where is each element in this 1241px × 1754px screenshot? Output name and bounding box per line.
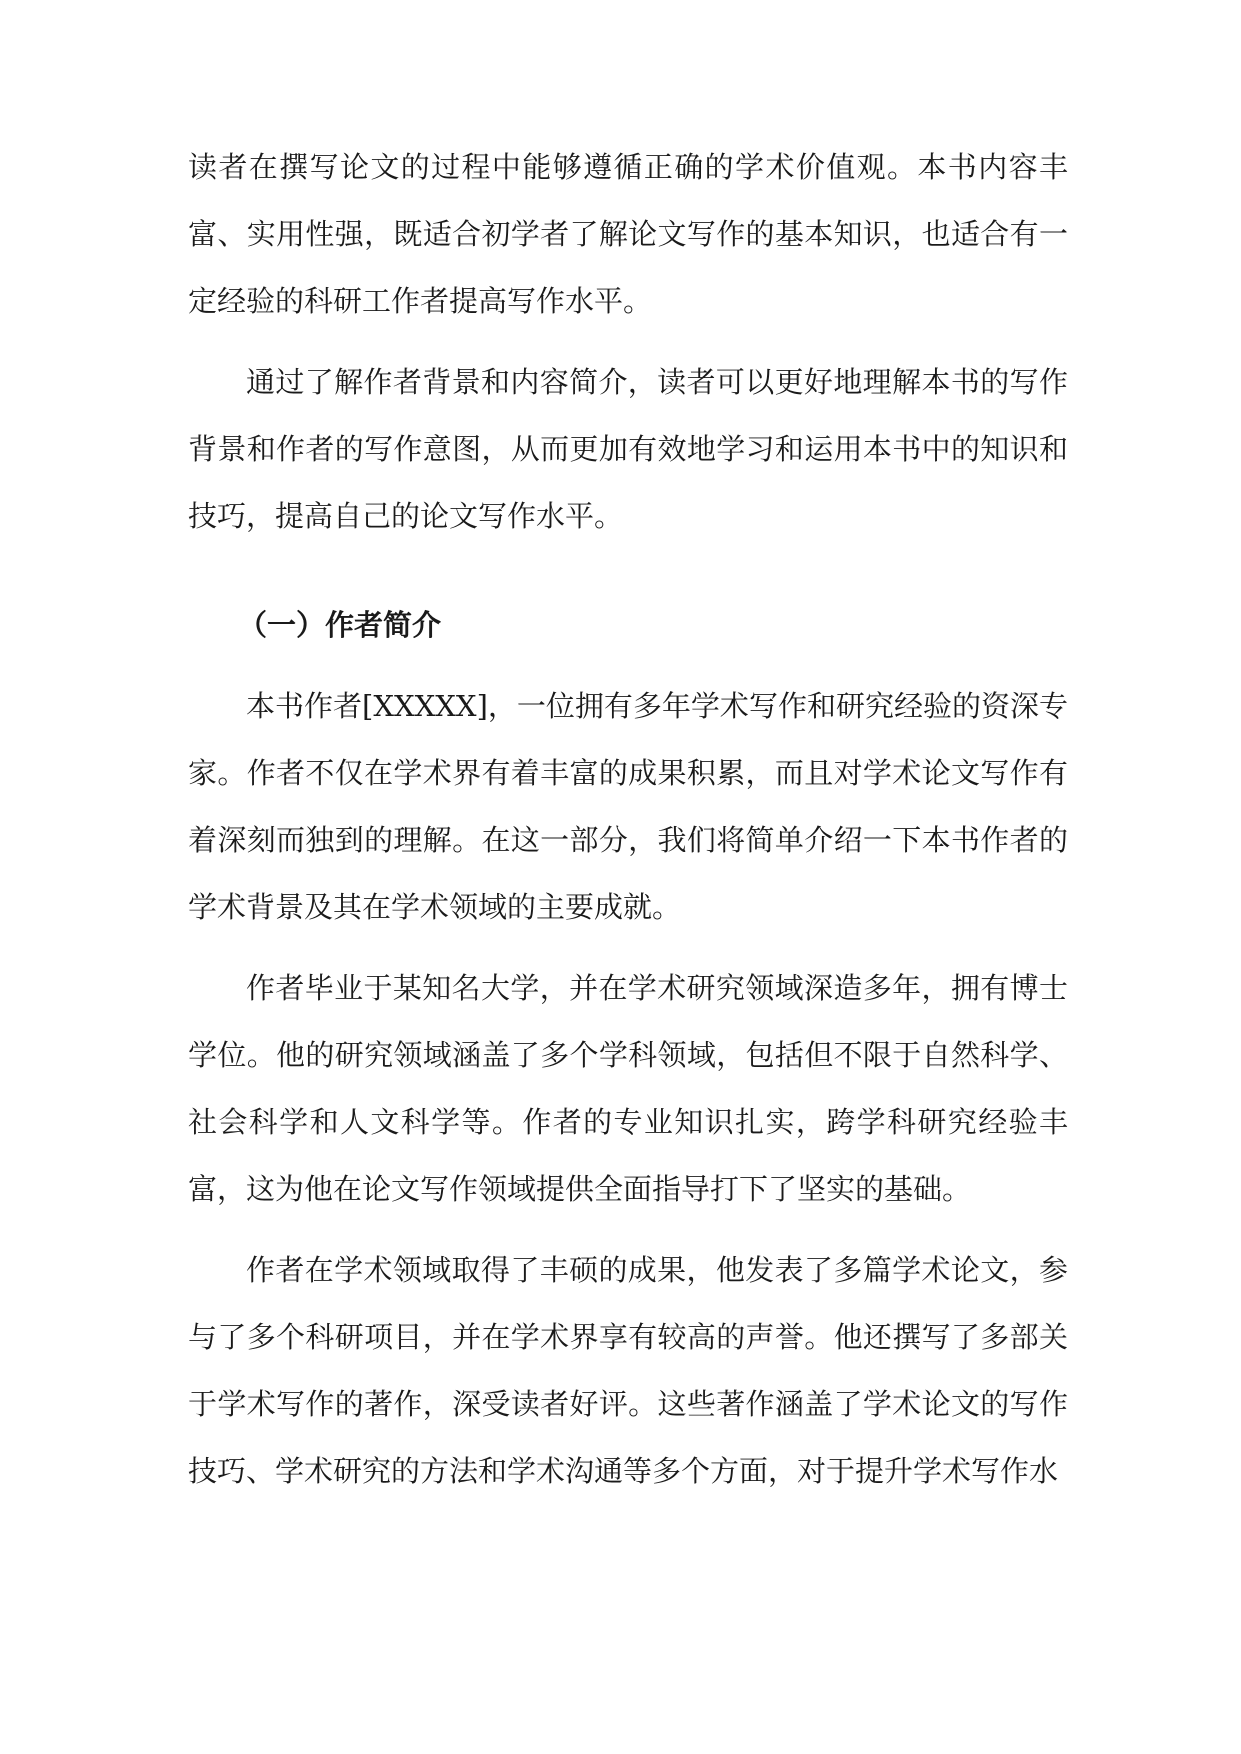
paragraph-continuation: 读者在撰写论文的过程中能够遵循正确的学术价值观。本书内容丰富、实用性强，既适合初学者了解论文写作的基本知识，也适合有一定经验的科研工作者提高写作水平。 (188, 150, 1068, 318)
paragraph-author-education: 作者毕业于某知名大学，并在学术研究领域深造多年，拥有博士学位。他的研究领域涵盖了多个学科领域，包括但不限于自然科学、社会科学和人文科学等。作者的专业知识扎实，跨学科研究经验丰富，这为他在论文写作领域提供全面指导打下了坚实的基础。 (188, 971, 1068, 1206)
section-heading-author-intro: （一）作者简介 (238, 608, 442, 642)
paragraph-author-achievements: 作者在学术领域取得了丰硕的成果，他发表了多篇学术论文，参与了多个科研项目，并在学术界享有较高的声誉。他还撰写了多部关于学术写作的著作，深受读者好评。这些著作涵盖了学术论文的写作技巧、学术研究的方法和学术沟通等多个方面，对于提升学术写作水 (188, 1253, 1068, 1488)
paragraph-summary: 通过了解作者背景和内容简介，读者可以更好地理解本书的写作背景和作者的写作意图，从而更加有效地学习和运用本书中的知识和技巧，提高自己的论文写作水平。 (188, 365, 1068, 533)
document-body (188, 134, 1068, 1519)
paragraph-author-overview: 本书作者[XXXXX]，一位拥有多年学术写作和研究经验的资深专家。作者不仅在学术界有着丰富的成果积累，而且对学术论文写作有着深刻而独到的理解。在这一部分，我们将简单介绍一下本书作者的学术背景及其在学术领域的主要成就。 (188, 689, 1068, 924)
